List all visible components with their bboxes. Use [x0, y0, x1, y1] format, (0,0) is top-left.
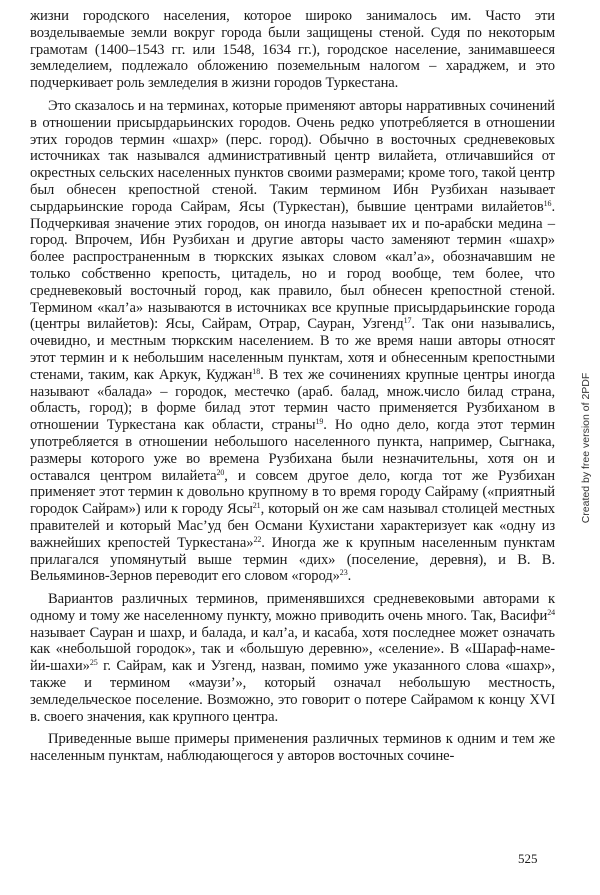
paragraph-2-text: . Подчеркивая значение этих городов, он иногда называет их и по-арабски медина – город. Впрочем, Ибн Рузбихан и другие авторы часто заменяют термин «шахр» более распространенным в тюркских языках словом «кал’а», обозначавшим не только собственно крепость, цитадель, но и город вообще, тем более, что средневековый восточный город, как правило, был обнесен крепостной стеной. Термином «кал’а» называются в источниках все крупные присырдарьинские города (центры вилайетов): Ясы, Сайрам, Отрар, Сауран, Узгенд [30, 198, 555, 333]
paragraph-2-text: . Но одно дело, когда этот термин употребляется в отношении небольшого населенного пункта, например, Сыгнака, размеры которого уже во времена Рузбихана были незначительны, хотя он и оставался центром вилайета [30, 417, 555, 484]
footnote-ref-21[interactable]: 21 [252, 501, 261, 511]
pdf-watermark: Created by free version of 2PDF [580, 372, 592, 524]
paragraph-4-text: Приведенные выше примеры применения различных терминов к одним и тем же населенным пунктам, наблюдающегося у авторов восточных сочине- [30, 731, 555, 765]
footnote-ref-22[interactable]: 22 [253, 534, 262, 544]
paragraph-2-text: Это сказалось и на терминах, которые применяют авторы нарративных сочинений в отношении присырдарьинских городов. Очень редко употребляется в отношении этих городов термин «шахр» (перс. город). Обычно в восточных средневековых источниках так назывался административный центр вилайета, отличавшийся от окрестных сельских населенных пунктов своими размерами; кроме того, такой центр был обнесен крепостной стеной. Таким термином Ибн Рузбихан называет сырдарьинские города Сайрам, Ясы (Туркестан), бывшие центрами вилайетов [30, 97, 555, 215]
paragraph-2 [30, 98, 555, 585]
footnote-ref-24[interactable]: 24 [547, 607, 555, 617]
document-page [30, 8, 555, 765]
footnote-ref-23[interactable]: 23 [339, 568, 348, 578]
footnote-ref-16[interactable]: 16 [543, 198, 552, 208]
paragraph-2-text: . [347, 568, 352, 585]
paragraph-2-text: . Так они назывались, очевидно, и местным тюркским населением. В то же время наши авторы относят этот термин и к небольшим населенным пунктам, хотя и обнесенным крепостными стенами, таким, как Аркук, Куджан [30, 316, 555, 383]
footnote-ref-19[interactable]: 19 [315, 417, 324, 427]
page-number: 525 [518, 851, 538, 866]
paragraph-2-text: . Иногда же к крупным населенным пунктам прилагался упомянутый выше термин «дих» (поселение, деревня), и В. В. Вельяминов-Зернов переводит его словом «город» [30, 534, 555, 585]
paragraph-3-text: называет Сауран и шахр, и балада, и кал’а, и касаба, хотя последнее может означать как «небольшой городок», так и «большую деревню», «селение». В «Шараф-наме-йи-шахи» [30, 624, 555, 675]
paragraph-1 [30, 8, 555, 92]
paragraph-1-text: жизни городского населения, которое широко занималось им. Часто эти возделываемые земли вокруг города были защищены стеной. Судя по некоторым грамотам (1400–1543 гг. или 1548, 1634 гг.), городское население, занимавшееся земледелием, подлежало обложению поземельным налогом – хараджем, и это подчеркивает роль земледелия в жизни городов Туркестана. [30, 8, 555, 92]
paragraph-3 [30, 591, 555, 725]
footnote-ref-17[interactable]: 17 [403, 316, 412, 326]
footnote-ref-18[interactable]: 18 [252, 366, 261, 376]
paragraph-3-text: г. Сайрам, как и Узгенд, назван, помимо уже указанного слова «шахр», также и термином «маузи’», который означал небольшую местность, земледельческое поселение. Возможно, это говорит о потере Сайрамом к концу XVI в. своего значения, как крупного центра. [30, 658, 555, 725]
paragraph-3-text: Вариантов различных терминов, применявшихся средневековыми авторами к одному и тому же населенному пункту, можно приводить очень много. Так, Васифи [30, 591, 555, 624]
paragraph-2-text: , и совсем другое дело, когда тот же Рузбихан применяет этот термин к довольно крупному в то время городу Сайраму («приятный городок Сайрам») или к городу Ясы [30, 467, 555, 518]
paragraph-2-text: . В тех же сочинениях крупные центры иногда называют «балада» – городок, местечко (араб. балад, множ.число билад страна, область, город); в форме билад этот термин часто применяется Рузбиханом в отношении Туркестана как области, страны [30, 366, 555, 434]
footnote-ref-25[interactable]: 25 [89, 658, 98, 668]
paragraph-4 [30, 731, 555, 765]
footnote-ref-20[interactable]: 20 [216, 467, 225, 477]
paragraph-2-text: , который он же сам называл столицей местных правителей и который Мас’уд бен Османи Кухистани характеризует как «одну из важнейших крепостей Туркестана» [30, 501, 555, 551]
